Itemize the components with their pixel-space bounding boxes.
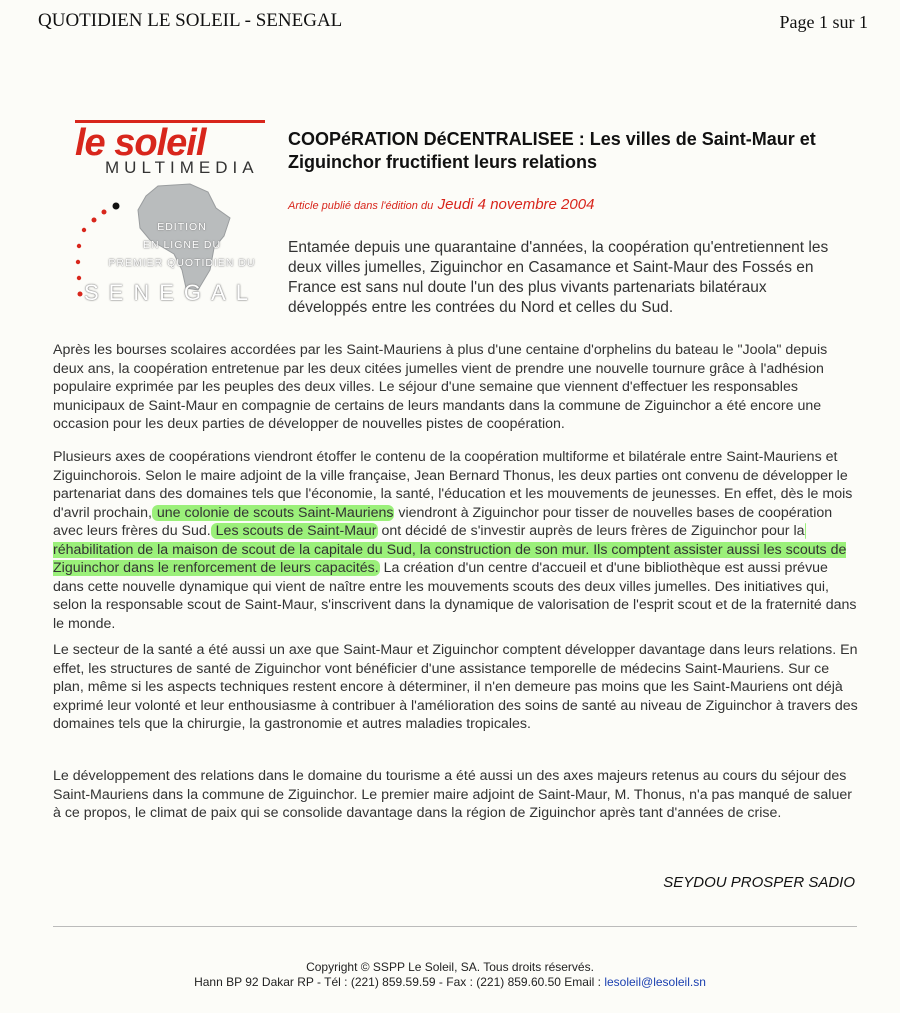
le-soleil-logo[interactable] xyxy=(70,120,270,310)
logo-brand: le soleil xyxy=(75,120,265,163)
footer-address: Hann BP 92 Dakar RP - Tél : (221) 859.59.59 - Fax : (221) 859.60.50 Email : lesoleil@lesoleil.sn xyxy=(194,975,706,989)
footer-copyright: Copyright © SSPP Le Soleil, SA. Tous droits réservés. xyxy=(306,960,594,974)
footer-divider xyxy=(53,926,857,927)
author-signature: SEYDOU PROSPER SADIO xyxy=(663,874,855,891)
highlight-2: Les scouts de Saint-Maur xyxy=(211,523,377,539)
logo-multimedia: MULTIMEDIA xyxy=(105,158,259,177)
paragraph-4: Le développement des relations dans le domaine du tourisme a été aussi un des axes majeurs retenus au cours du séjour des Saint-Mauriens dans la commune de Ziguinchor. Le premier maire adjoint de Saint-Maur, M. Thonus, n'a pas manqué de saluer à ce propos, le climat de paix qui se consolide davantage dans la région de Ziguinchor après tant d'années de crise. xyxy=(53,768,852,821)
highlight-1: une colonie de scouts Saint-Mauriens xyxy=(152,504,394,521)
article-intro: Entamée depuis une quarantaine d'années, la coopération qu'entretiennent les deux villes jumelles, Ziguinchor en Casamance et Saint-Maur des Fossés en France est sans nul doute l'un des plus vivants partenariats bilatéraux développés entre les contrées du Nord et celles du Sud. xyxy=(288,239,829,316)
paragraph-2: Plusieurs axes de coopérations viendront étoffer le contenu de la coopération multiforme et bilatérale entre Saint-Mauriens et Ziguinchorois. Selon le maire adjoint de la ville française, Jean Bernard Thonus, les deux parties ont convenu de développer le partenariat dans des domaines tels que l'économie, la santé, l'éducation et les mouvements de jeunesses. En effet, dès le mois d'avril prochain, une colonie de scouts Saint-Mauriens viendront à Ziguinchor pour tisser de nouvelles bases de coopération avec leurs frères du Sud. Les scouts de Saint-Maur ont décidé de s'investir auprès de leurs frères de Ziguinchor pour la réhabilitation de la maison de scout de la capitale du Sud, la construction de son mur. Ils comptent assister aussi les scouts de Ziguinchor dans le renforcement de leurs capacités. La création d'un centre d'accueil et d'une bibliothèque est aussi prévue dans cette nouvelle dynamique qui vient de naître entre les mouvements scouts des deux villes jumelles. Des initiatives qui, selon la responsable scout de Saint-Maur, s'inscrivent dans la dynamique de valorisation de l'esprit scout et de la fraternité dans le monde. xyxy=(53,449,857,632)
paragraph-1: Après les bourses scolaires accordées par les Saint-Mauriens à plus d'une centaine d'orphelins du bateau le "Joola" depuis deux ans, la coopération entretenue par les deux citées jumelles vient de prendre une nouvelle tournure grâce à l'adhésion populaire exprimée par les peuples des deux villes. Le séjour d'une semaine que viennent d'effectuer les responsables municipaux de Saint-Maur en compagnie de certains de leurs mandants dans la commune de Ziguinchor a été encore une occasion pour les deux parties de développer de nouvelles pistes de coopération. xyxy=(53,342,828,432)
publication-prefix: Article publié dans l'édition du xyxy=(288,200,434,212)
article-title: COOPéRATION DéCENTRALISEE : Les villes de Saint-Maur et Ziguinchor fructifient leurs relations xyxy=(288,129,816,172)
logo-edition-text: EDITION EN LIGNE DU PREMIER QUOTIDIEN DU xyxy=(108,221,256,269)
publication-line xyxy=(288,196,594,214)
email-link[interactable]: lesoleil@lesoleil.sn xyxy=(604,975,706,989)
publication-date: Jeudi 4 novembre 2004 xyxy=(437,196,595,213)
source-title: QUOTIDIEN LE SOLEIL - SENEGAL xyxy=(38,10,343,31)
logo-senegal: SENEGAL xyxy=(84,280,258,305)
highlight-3: réhabilitation de la maison de scout de la capitale du Sud, la construction de son mur. Ils comptent assister aussi les scouts de Ziguinchor dans le renforcement de leurs capacités. xyxy=(53,523,846,576)
paragraph-3: Le secteur de la santé a été aussi un axe que Saint-Maur et Ziguinchor comptent développer davantage dans leurs relations. En effet, les structures de santé de Ziguinchor vont bénéficier d'une assistance temporelle de médecins Saint-Mauriens. Sur ce plan, même si les aspects techniques restent encore à déterminer, il n'en demeure pas moins que les Saint-Mauriens ont déjà exprimé leur volonté et leur enthousiasme à contribuer à l'amélioration des soins de santé au niveau de Ziguinchor à travers des domaines tels que la chirurgie, la gastronomie et autres maladies tropicales. xyxy=(53,642,858,732)
page-indicator: Page 1 sur 1 xyxy=(779,12,868,32)
